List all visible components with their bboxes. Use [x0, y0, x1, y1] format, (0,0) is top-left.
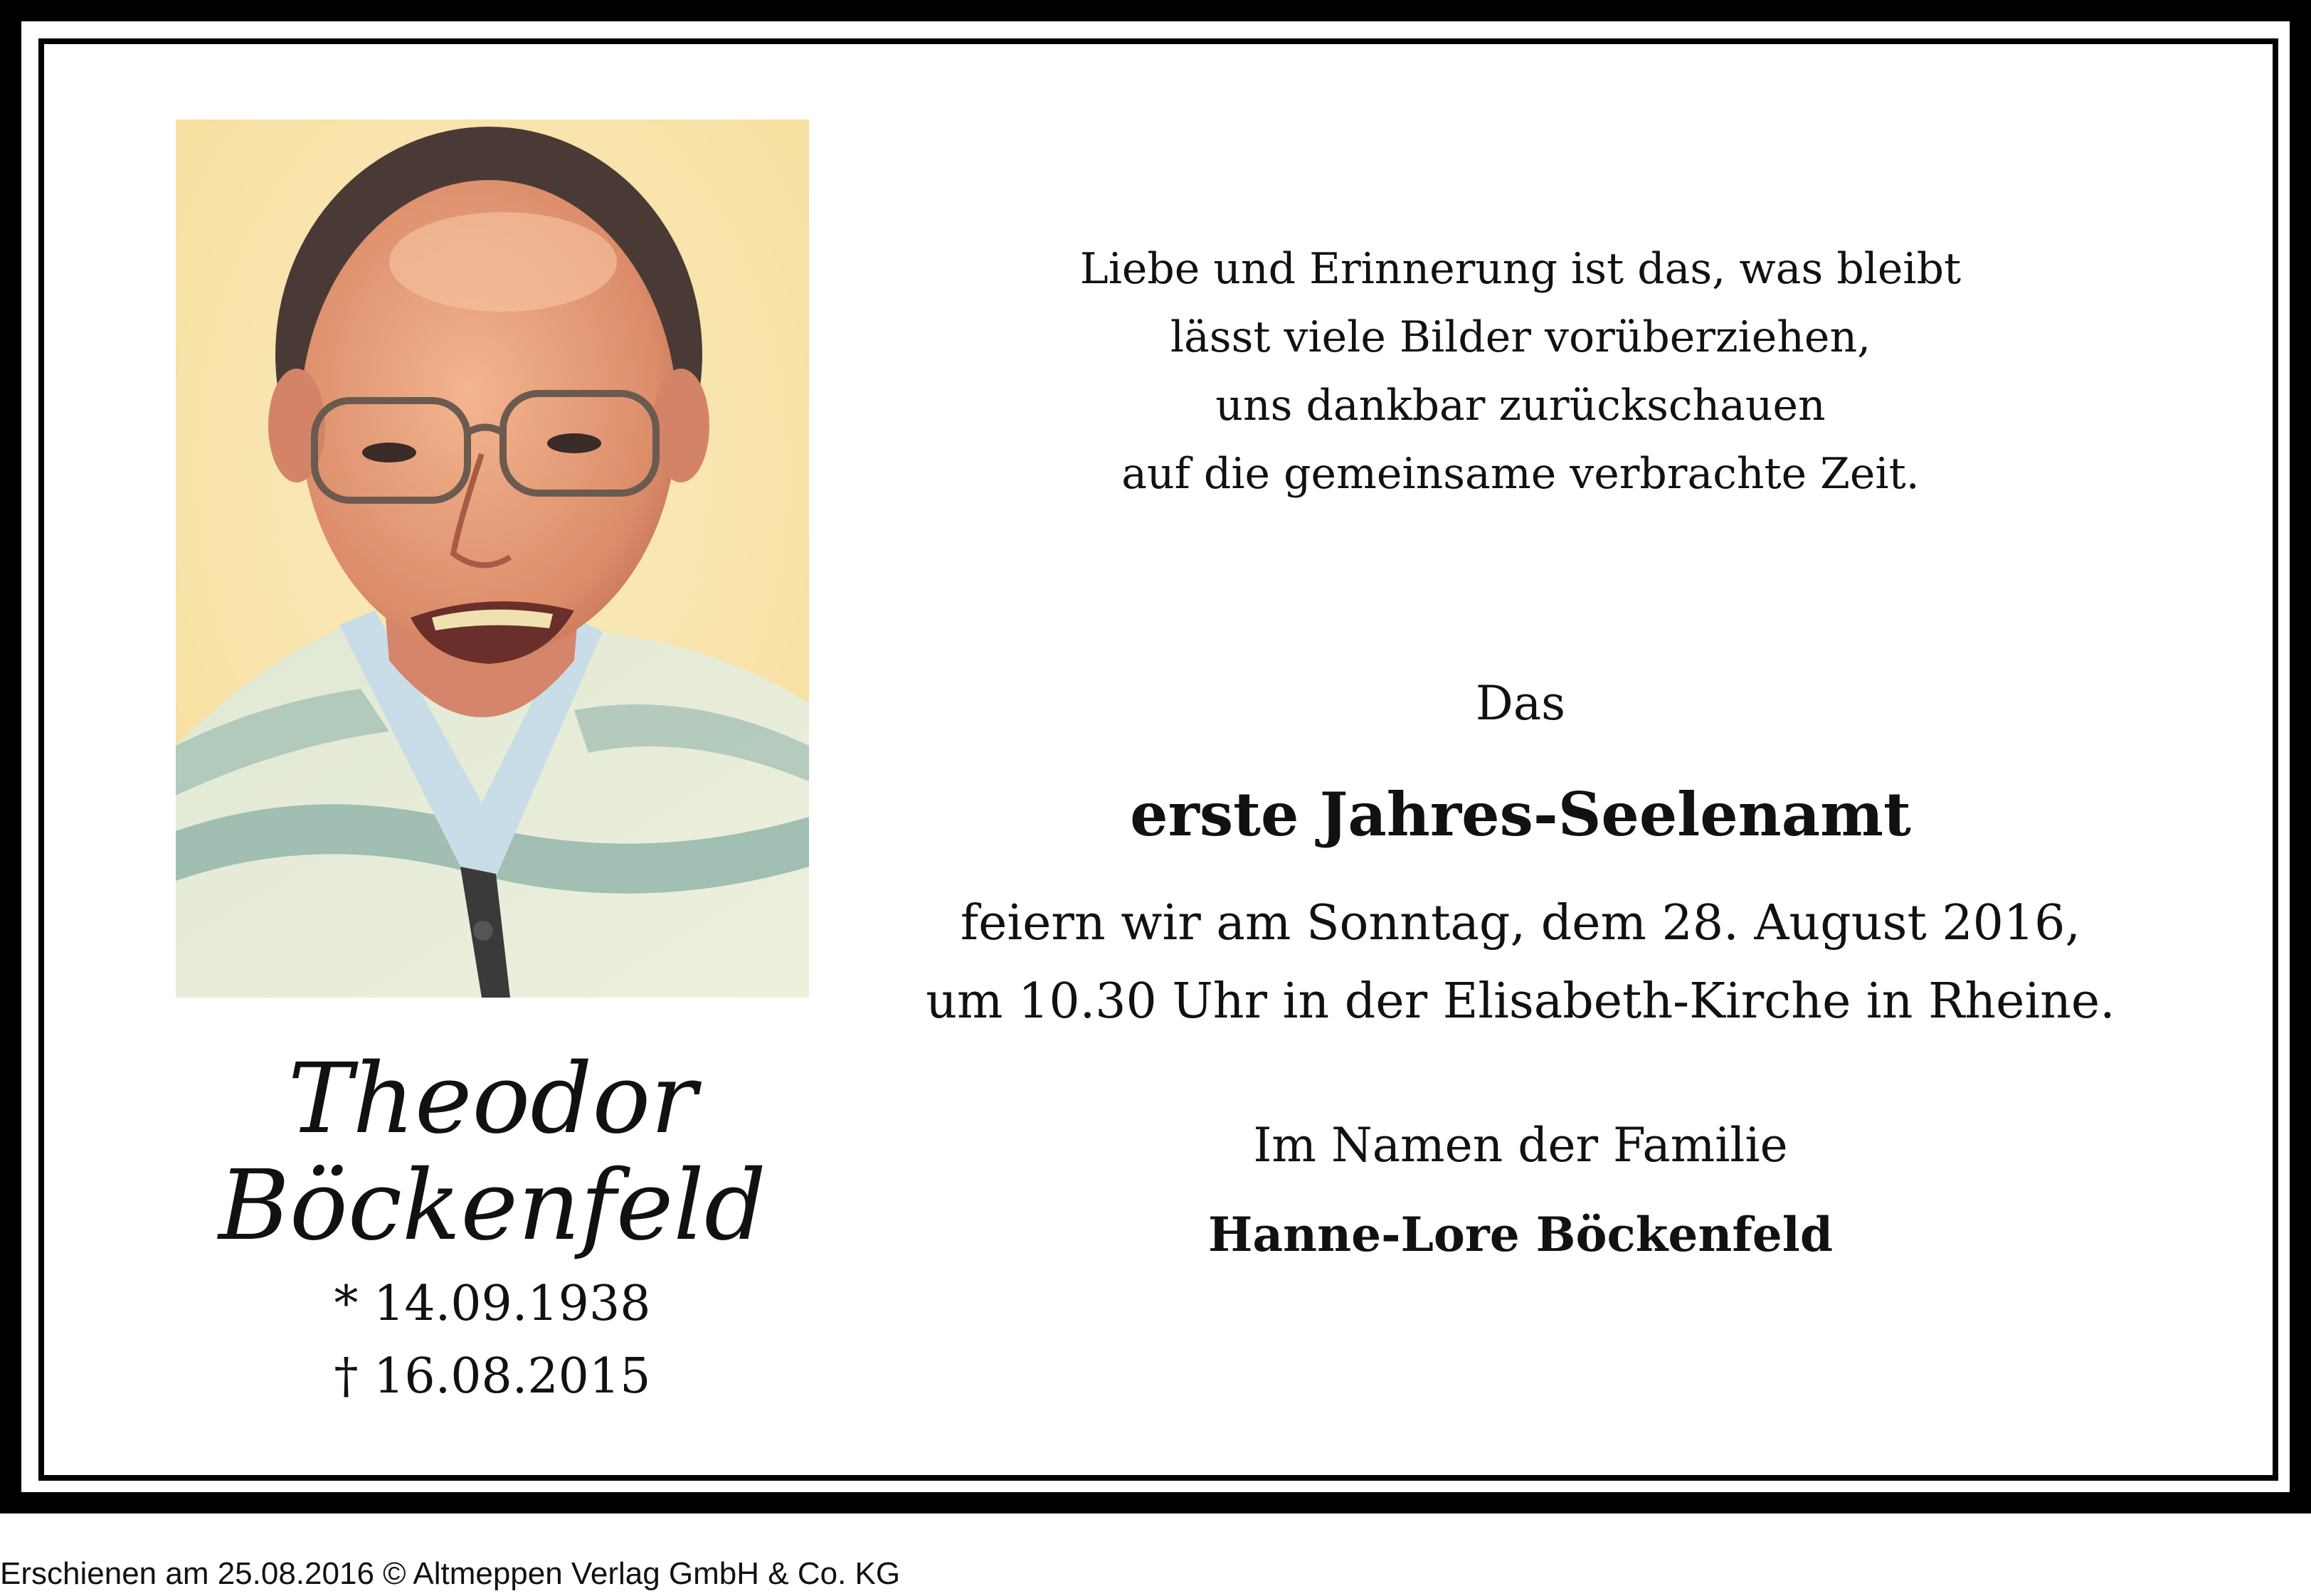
- deceased-last-name: Böckenfeld: [218, 1150, 766, 1262]
- announcement-detail-line: um 10.30 Uhr in der Elisabeth-Kirche in Rheine.: [926, 973, 2115, 1030]
- announcement-intro: Das: [1475, 676, 1566, 731]
- life-dates: [176, 1268, 809, 1413]
- deceased-first-name: Theodor: [287, 1043, 697, 1156]
- portrait-photo-illustration: [176, 120, 809, 998]
- birth-date: * 14.09.1938: [334, 1276, 651, 1332]
- poem-line: uns dankbar zurückschauen: [1215, 381, 1826, 430]
- portrait-photo: [176, 120, 809, 998]
- family-signature: Hanne-Lore Böckenfeld: [1208, 1207, 1833, 1262]
- family-intro: Im Namen der Familie: [1253, 1118, 1788, 1173]
- poem-line: Liebe und Erinnerung ist das, was bleibt: [1079, 244, 1962, 294]
- publication-footer: Erschienen am 25.08.2016 © Altmeppen Verlag GmbH & Co. KG: [0, 1556, 901, 1591]
- poem-line: lässt viele Bilder vorüberziehen,: [1170, 312, 1871, 362]
- announcement-headline: erste Jahres-Seelenamt: [1130, 779, 1911, 850]
- announcement-detail-line: feiern wir am Sonntag, dem 28. August 2016,: [960, 895, 2081, 951]
- announcement-details: [868, 884, 2173, 1041]
- deceased-name-block: [176, 1043, 809, 1413]
- death-date: † 16.08.2015: [334, 1348, 651, 1405]
- memorial-poem: [868, 235, 2173, 508]
- poem-line: auf die gemeinsame verbrachte Zeit.: [1121, 449, 1920, 499]
